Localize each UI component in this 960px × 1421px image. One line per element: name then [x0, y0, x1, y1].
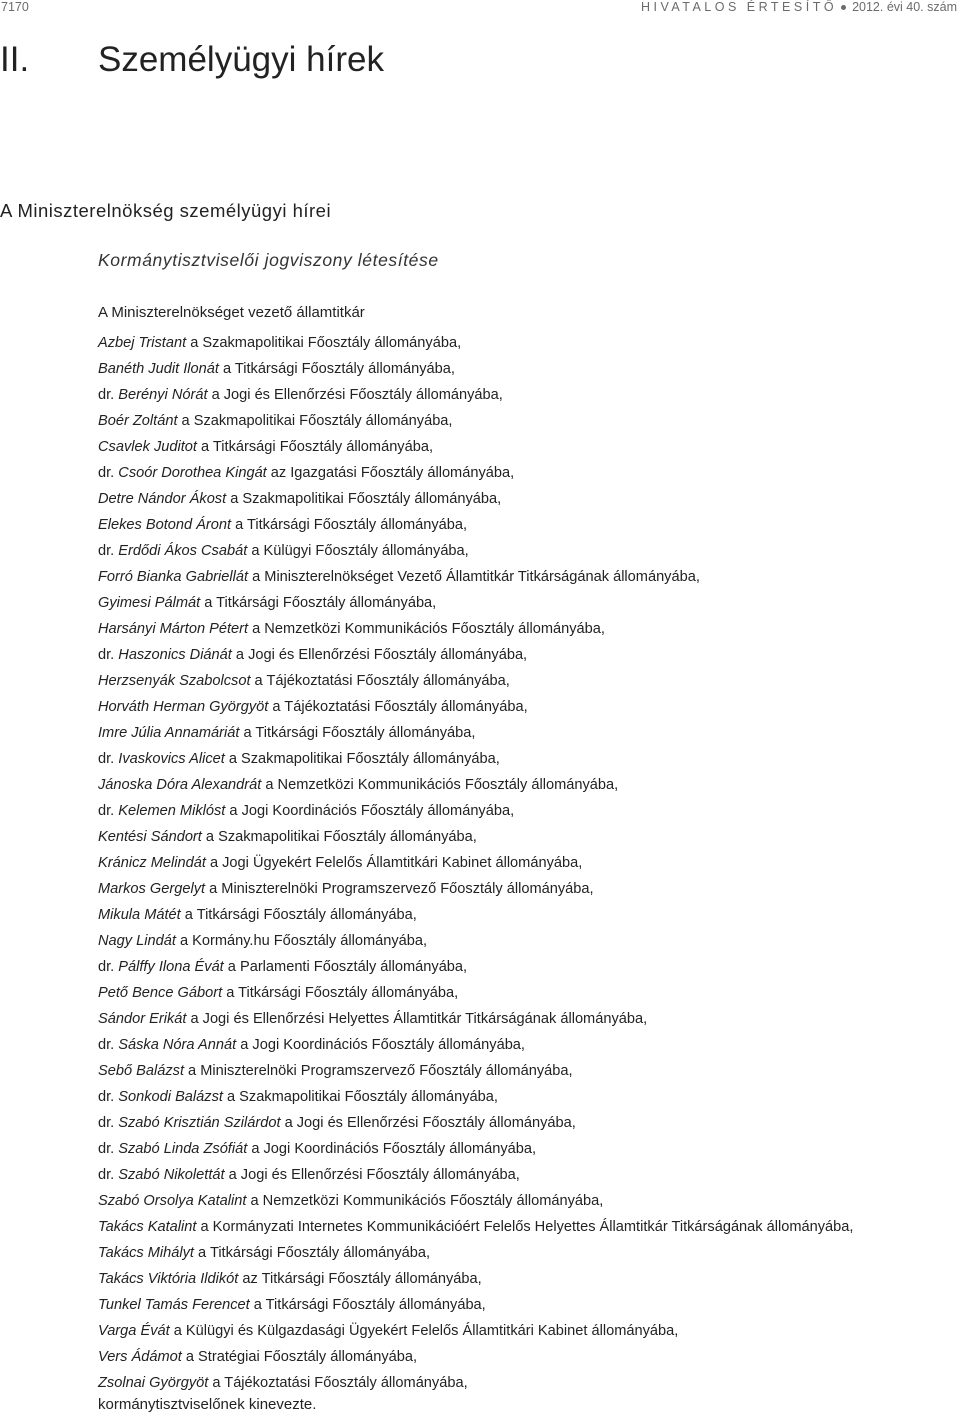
person-name: Banéth Judit Ilonát	[98, 361, 219, 377]
assignment-text: a Titkársági Főosztály állományába,	[218, 361, 455, 377]
person-name: Varga Évát	[98, 1323, 170, 1339]
list-item	[98, 824, 853, 850]
assignment-text: a Miniszterelnöki Programszervező Főosztály állományába,	[205, 881, 594, 897]
list-item	[98, 1162, 853, 1188]
appointment-list	[98, 330, 853, 1396]
assignment-text: a Titkársági Főosztály állományába,	[249, 1297, 486, 1313]
list-item	[98, 434, 853, 460]
list-item	[98, 902, 853, 928]
person-name: Pető Bence Gábort	[98, 985, 223, 1001]
assignment-text: a Kormány.hu Főosztály állományába,	[175, 933, 428, 949]
section-title: Személyügyi hírek	[98, 40, 384, 79]
assignment-text: a Nemzetközi Kommunikációs Főosztály állományába,	[246, 1193, 604, 1209]
title-prefix: dr.	[98, 387, 119, 403]
title-prefix: dr.	[98, 1167, 119, 1183]
assignment-text: a Jogi Koordinációs Főosztály állományába,	[247, 1141, 537, 1157]
list-item	[98, 694, 853, 720]
person-name: Szabó Nikolettát	[118, 1167, 225, 1183]
list-item	[98, 1240, 853, 1266]
list-item	[98, 980, 853, 1006]
title-prefix: dr.	[98, 465, 119, 481]
list-item	[98, 330, 853, 356]
list-item	[98, 1188, 853, 1214]
person-name: Haszonics Diánát	[118, 647, 232, 663]
assignment-text: a Titkársági Főosztály állományába,	[239, 725, 476, 741]
assignment-text: a Titkársági Főosztály állományába,	[196, 439, 434, 455]
assignment-text: a Jogi és Ellenőrzési Főosztály állományába,	[231, 647, 528, 663]
assignment-text: a Szakmapolitikai Főosztály állományába,	[226, 491, 502, 507]
assignment-text: a Jogi és Ellenőrzési Helyettes Államtitkár Titkárságának állományába,	[186, 1011, 648, 1027]
person-name: Csoór Dorothea Kingát	[118, 465, 267, 481]
assignment-text: a Tájékoztatási Főosztály állományába,	[208, 1375, 468, 1391]
list-item	[98, 590, 853, 616]
list-item	[98, 1214, 853, 1240]
assignment-text: a Titkársági Főosztály állományába,	[180, 907, 417, 923]
person-name: Horváth Herman Györgyöt	[98, 699, 269, 715]
assignment-text: az Igazgatási Főosztály állományába,	[266, 465, 515, 481]
title-prefix: dr.	[98, 1089, 119, 1105]
assignment-text: a Miniszterelnökséget Vezető Államtitkár Titkárságának állományába,	[248, 569, 700, 585]
section-number: II.	[0, 40, 30, 79]
person-name: Szabó Orsolya Katalint	[98, 1193, 247, 1209]
list-item	[98, 1344, 853, 1370]
issue-label: 2012. évi 40. szám	[852, 0, 957, 14]
person-name: Imre Júlia Annamáriát	[98, 725, 240, 741]
section-heading	[0, 40, 384, 80]
person-name: Sebő Balázst	[98, 1063, 184, 1079]
person-name: Szabó Linda Zsófiát	[118, 1141, 248, 1157]
list-item	[98, 486, 853, 512]
person-name: Berényi Nórát	[118, 387, 208, 403]
authority-line: A Miniszterelnökséget vezető államtitkár	[98, 304, 365, 321]
list-item	[98, 642, 853, 668]
list-item	[98, 1058, 853, 1084]
person-name: Zsolnai Györgyöt	[98, 1375, 209, 1391]
person-name: Harsányi Márton Pétert	[98, 621, 249, 637]
list-item	[98, 1032, 853, 1058]
assignment-text: a Jogi Koordinációs Főosztály állományába,	[225, 803, 515, 819]
person-name: Tunkel Tamás Ferencet	[98, 1297, 250, 1313]
page-number: 7170	[1, 0, 29, 14]
assignment-text: a Nemzetközi Kommunikációs Főosztály állományába,	[248, 621, 605, 637]
assignment-text: a Külügyi Főosztály állományába,	[247, 543, 469, 559]
person-name: Sándor Erikát	[98, 1011, 187, 1027]
person-name: Takács Viktória Ildikót	[98, 1271, 239, 1287]
title-prefix: dr.	[98, 803, 119, 819]
person-name: Takács Mihályt	[98, 1245, 194, 1261]
list-item	[98, 382, 853, 408]
list-item	[98, 1266, 853, 1292]
page-header	[0, 0, 960, 16]
person-name: Herzsenyák Szabolcsot	[98, 673, 251, 689]
assignment-text: a Tájékoztatási Főosztály állományába,	[250, 673, 510, 689]
person-name: Csavlek Juditot	[98, 439, 197, 455]
person-name: Sáska Nóra Annát	[118, 1037, 237, 1053]
list-item	[98, 538, 853, 564]
person-name: Szabó Krisztián Szilárdot	[118, 1115, 281, 1131]
assignment-text: a Stratégiai Főosztály állományába,	[181, 1349, 418, 1365]
assignment-text: a Tájékoztatási Főosztály állományába,	[268, 699, 528, 715]
subheading: A Miniszterelnökség személyügyi hírei	[0, 200, 332, 221]
assignment-text: a Nemzetközi Kommunikációs Főosztály állományába,	[261, 777, 619, 793]
assignment-text: a Titkársági Főosztály állományába,	[193, 1245, 431, 1261]
person-name: Boér Zoltánt	[98, 413, 178, 429]
title-prefix: dr.	[98, 751, 119, 767]
assignment-text: a Titkársági Főosztály állományába,	[231, 517, 468, 533]
assignment-text: a Szakmapolitikai Főosztály állományába,	[177, 413, 453, 429]
title-prefix: dr.	[98, 1115, 119, 1131]
list-item	[98, 798, 853, 824]
list-item	[98, 616, 853, 642]
list-item	[98, 408, 853, 434]
closing-line: kormánytisztviselőnek kinevezte.	[98, 1396, 317, 1413]
person-name: Jánoska Dóra Alexandrát	[98, 777, 262, 793]
person-name: Elekes Botond Áront	[98, 517, 232, 533]
assignment-text: a Külügyi és Külgazdasági Ügyekért Felelős Államtitkári Kabinet állományába,	[169, 1323, 679, 1339]
title-prefix: dr.	[98, 647, 119, 663]
journal-title: HIVATALOS ÉRTESÍTŐ	[640, 0, 838, 14]
person-name: Nagy Lindát	[98, 933, 176, 949]
assignment-text: a Szakmapolitikai Főosztály állományába,	[201, 829, 477, 845]
person-name: Detre Nándor Ákost	[98, 491, 227, 507]
person-name: Kelemen Miklóst	[118, 803, 226, 819]
assignment-text: a Parlamenti Főosztály állományába,	[223, 959, 468, 975]
list-item	[98, 1292, 853, 1318]
assignment-text: a Jogi és Ellenőrzési Főosztály állományába,	[224, 1167, 520, 1183]
list-item	[98, 1110, 853, 1136]
title-prefix: dr.	[98, 1037, 119, 1053]
title-prefix: dr.	[98, 1141, 119, 1157]
person-name: Azbej Tristant	[98, 335, 187, 351]
list-item	[98, 720, 853, 746]
list-item	[98, 1136, 853, 1162]
italic-heading: Kormánytisztviselői jogviszony létesítése	[98, 250, 439, 270]
list-item	[98, 1370, 853, 1396]
title-prefix: dr.	[98, 543, 119, 559]
assignment-text: a Titkársági Főosztály állományába,	[222, 985, 459, 1001]
assignment-text: a Szakmapolitikai Főosztály állományába,	[224, 751, 500, 767]
list-item	[98, 564, 853, 590]
list-item	[98, 1006, 853, 1032]
title-prefix: dr.	[98, 959, 119, 975]
person-name: Gyimesi Pálmát	[98, 595, 201, 611]
person-name: Kentési Sándort	[98, 829, 202, 845]
bullet-dot-icon	[841, 5, 846, 10]
list-item	[98, 928, 853, 954]
assignment-text: a Jogi Koordinációs Főosztály állományába,	[236, 1037, 525, 1053]
assignment-text: a Szakmapolitikai Főosztály állományába,	[222, 1089, 498, 1105]
assignment-text: a Titkársági Főosztály állományába,	[200, 595, 437, 611]
list-item	[98, 954, 853, 980]
assignment-text: a Jogi Ügyekért Felelős Államtitkári Kabinet állományába,	[205, 855, 583, 871]
list-item	[98, 1084, 853, 1110]
person-name: Sonkodi Balázst	[118, 1089, 223, 1105]
list-item	[98, 1318, 853, 1344]
assignment-text: a Kormányzati Internetes Kommunikációért Felelős Helyettes Államtitkár Titkárságának állományába,	[196, 1219, 854, 1235]
assignment-text: a Jogi és Ellenőrzési Főosztály állományába,	[280, 1115, 576, 1131]
assignment-text: a Szakmapolitikai Főosztály állományába,	[186, 335, 462, 351]
person-name: Erdődi Ákos Csabát	[118, 543, 248, 559]
journal-masthead	[641, 0, 957, 14]
person-name: Kránicz Melindát	[98, 855, 206, 871]
assignment-text: a Miniszterelnöki Programszervező Főosztály állományába,	[184, 1063, 573, 1079]
person-name: Takács Katalint	[98, 1219, 197, 1235]
person-name: Forró Bianka Gabriellát	[98, 569, 249, 585]
list-item	[98, 512, 853, 538]
person-name: Mikula Mátét	[98, 907, 181, 923]
list-item	[98, 772, 853, 798]
person-name: Pálffy Ilona Évát	[118, 959, 224, 975]
person-name: Ivaskovics Alicet	[118, 751, 225, 767]
list-item	[98, 746, 853, 772]
list-item	[98, 668, 853, 694]
list-item	[98, 460, 853, 486]
assignment-text: az Titkársági Főosztály állományába,	[238, 1271, 482, 1287]
list-item	[98, 850, 853, 876]
list-item	[98, 356, 853, 382]
list-item	[98, 876, 853, 902]
assignment-text: a Jogi és Ellenőrzési Főosztály állományába,	[207, 387, 503, 403]
person-name: Markos Gergelyt	[98, 881, 206, 897]
person-name: Vers Ádámot	[98, 1349, 182, 1365]
